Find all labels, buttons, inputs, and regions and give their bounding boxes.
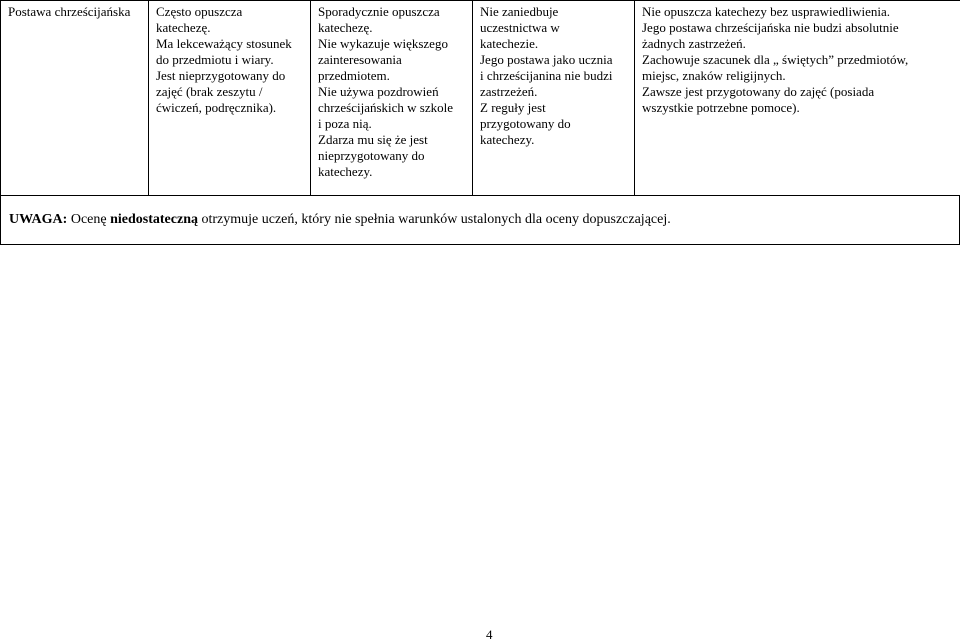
note-label: UWAGA: xyxy=(9,212,68,227)
note-text-before: Ocenę xyxy=(67,212,111,227)
grade-criteria-table xyxy=(0,0,960,196)
cell-text-line: uczestnictwa w xyxy=(480,20,560,35)
cell-text-line: Nie wykazuje większego xyxy=(318,36,448,51)
cell-text-line: katechezę. xyxy=(318,20,373,35)
cell-text-line: katechezie. xyxy=(480,36,539,51)
cell-text-line: nieprzygotowany do xyxy=(318,148,425,163)
cell-text-line: przygotowany do xyxy=(480,116,571,131)
cell-text-line: i chrześcijanina nie budzi xyxy=(480,68,613,83)
cell-text-line: Zachowuje szacunek dla „ świętych” przedmiotów, xyxy=(642,52,909,67)
category-cell xyxy=(1,1,149,196)
note-emphasis: niedostateczną xyxy=(110,212,198,227)
cell-text-line: katechezy. xyxy=(480,132,535,147)
cell-text-line: Nie zaniedbuje xyxy=(480,4,559,19)
cell-text-line: przedmiotem. xyxy=(318,68,390,83)
cell-text-line: chrześcijańskich w szkole xyxy=(318,100,454,115)
cell-text-line: Ma lekceważący stosunek xyxy=(156,36,292,51)
cell-text-line: do przedmiotu i wiary. xyxy=(156,52,274,67)
criteria-cell-very-good xyxy=(635,1,960,196)
criteria-cell-satisfactory xyxy=(311,1,473,196)
cell-text-line: Nie opuszcza katechezy bez usprawiedliwienia. xyxy=(642,4,890,19)
note-box xyxy=(0,195,960,245)
cell-text-line: zastrzeżeń. xyxy=(480,84,538,99)
cell-text-line: Jest nieprzygotowany do xyxy=(156,68,286,83)
cell-text-line: Postawa chrześcijańska xyxy=(8,4,131,19)
cell-text-line: ćwiczeń, podręcznika). xyxy=(156,100,277,115)
cell-text-line: zainteresowania xyxy=(318,52,402,67)
cell-text-line: zajęć (brak zeszytu / xyxy=(156,84,263,99)
cell-text-line: żadnych zastrzeżeń. xyxy=(642,36,746,51)
cell-text-line: i poza nią. xyxy=(318,116,372,131)
note-text-after: otrzymuje uczeń, który nie spełnia warunków ustalonych dla oceny dopuszczającej. xyxy=(198,212,671,227)
page-number: 4 xyxy=(486,627,493,642)
cell-text-line: Sporadycznie opuszcza xyxy=(318,4,440,19)
cell-text-line: Często opuszcza xyxy=(156,4,243,19)
cell-text-line: Nie używa pozdrowień xyxy=(318,84,439,99)
cell-text-line: Jego postawa jako ucznia xyxy=(480,52,613,67)
criteria-cell-good xyxy=(473,1,635,196)
table-row xyxy=(1,1,960,196)
cell-text-line: katechezę. xyxy=(156,20,211,35)
cell-text-line: Jego postawa chrześcijańska nie budzi absolutnie xyxy=(642,20,899,35)
cell-text-line: Z reguły jest xyxy=(480,100,546,115)
cell-text-line: wszystkie potrzebne pomoce). xyxy=(642,100,800,115)
cell-text-line: katechezy. xyxy=(318,164,373,179)
cell-text-line: Zdarza mu się że jest xyxy=(318,132,428,147)
cell-text-line: miejsc, znaków religijnych. xyxy=(642,68,786,83)
cell-text-line: Zawsze jest przygotowany do zajęć (posiada xyxy=(642,84,875,99)
criteria-cell-sufficient xyxy=(149,1,311,196)
